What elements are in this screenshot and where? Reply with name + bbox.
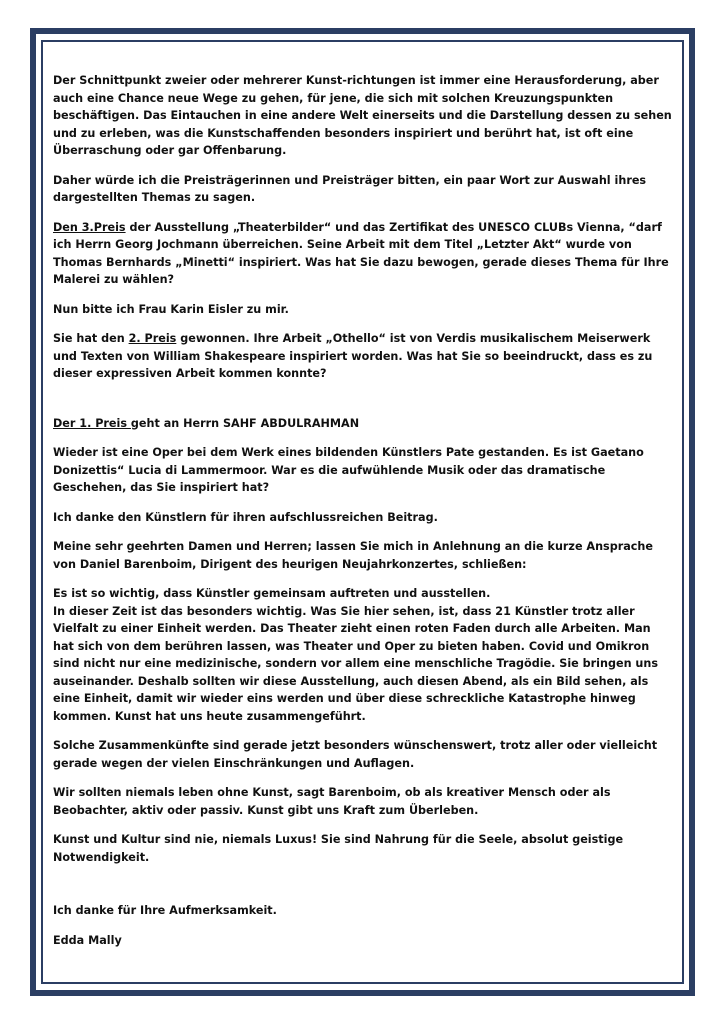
speech-text xyxy=(53,72,673,961)
paragraph-second-prize xyxy=(53,330,673,383)
paragraph-closing-thanks: Ich danke für Ihre Aufmerksamkeit. xyxy=(53,904,277,917)
paragraph-never-without-art: Wir sollten niemals leben ohne Kunst, sagt Barenboim, ob als kreativer Mensch oder als Beobachter, aktiv oder passiv. Kunst gibt uns Kraft zum Überleben. xyxy=(53,786,611,817)
third-prize-label: Den 3.Preis xyxy=(53,220,126,234)
second-prize-lead: Sie hat den xyxy=(53,332,129,345)
first-prize-label: Der 1. Preis xyxy=(53,416,131,430)
paragraph-request: Daher würde ich die Preisträgerinnen und Preisträger bitten, ein paar Wort zur Auswahl ihres dargestellten Themas zu sagen. xyxy=(53,173,647,204)
paragraph-karin-eisler: Nun bitte ich Frau Karin Eisler zu mir. xyxy=(53,302,289,316)
first-prize-text: geht an Herrn SAHF ABDULRAHMAN xyxy=(130,416,360,430)
second-prize-label: 2. Preis xyxy=(128,332,177,345)
paragraph-barenboim-intro: Meine sehr geehrten Damen und Herren; lassen Sie mich in Anlehnung an die kurze Ansprache von Daniel Barenboim, Dirigent des heurigen Neujahrkonzertes, schließen: xyxy=(53,540,653,571)
paragraph-gatherings: Solche Zusammenkünfte sind gerade jetzt besonders wünschenswert, trotz aller oder vielleicht gerade wegen der vielen Einschränkungen und Auflagen. xyxy=(53,739,658,770)
paragraph-first-prize xyxy=(53,415,673,433)
paragraph-opera: Wieder ist eine Oper bei dem Werk eines bildenden Künstlers Pate gestanden. Es ist Gaetano Donizettis“ Lucia di Lammermoor. War es die aufwühlende Musik oder das dramatische Geschehen, das Sie inspiriert hat? xyxy=(53,446,644,494)
spacer xyxy=(53,395,673,415)
paragraph-culture: Kunst und Kultur sind nie, niemals Luxus! Sie sind Nahrung für die Seele, absolut geistige Notwendigkeit. xyxy=(53,833,624,864)
paragraph-third-prize xyxy=(53,219,673,289)
author-name: Edda Mally xyxy=(53,933,122,947)
quote-first-line: Es ist so wichtig, dass Künstler gemeinsam auftreten und ausstellen. xyxy=(53,587,491,600)
third-prize-text: der Ausstellung „Theaterbilder“ und das Zertifikat des UNESCO CLUBs Vienna, “darf ich Herrn Georg Jochmann überreichen. Seine Arbeit mit dem Titel „Letzter Akt“ wurde von Thomas Bernhards „Minetti“ inspiriert. Was hat Sie dazu bewogen, gerade dieses Thema für Ihre Malerei zu wählen? xyxy=(53,220,669,286)
second-prize-text: gewonnen. Ihre Arbeit „Othello“ ist von Verdis musikalischem Meiserwerk und Texten von William Shakespeare inspiriert worden. Was hat Sie so beeindruckt, dass es zu dieser expressiven Arbeit kommen konnte? xyxy=(53,332,653,380)
paragraph-quote xyxy=(53,585,673,725)
quote-text: In dieser Zeit ist das besonders wichtig. Was Sie hier sehen, ist, dass 21 Künstler trotz aller Vielfalt zu einer Einheit werden. Das Theater zieht einen roten Faden durch alle Arbeiten. Man hat sich von dem berühren lassen, was Theater und Oper zu bieten haben. Covid und Omikron sind nicht nur eine medizinische, sondern vor allem eine menschliche Tragödie. Sie bringen uns auseinander. Deshalb sollten wir diese Ausstellung, auch diesen Abend, als ein Bild sehen, als eine Einheit, damit wir wieder eins werden und über diese schreckliche Katastrophe hinweg kommen. Kunst hat uns heute zusammengeführt. xyxy=(53,604,659,723)
spacer xyxy=(53,878,673,902)
paragraph-thanks-artists: Ich danke den Künstlern für ihren aufschlussreichen Beitrag. xyxy=(53,510,438,524)
paragraph-intro: Der Schnittpunkt zweier oder mehrerer Kunst-richtungen ist immer eine Herausforderung, aber auch eine Chance neue Wege zu gehen, für jene, die sich mit solchen Kreuzungspunkten beschäftigen. Das Eintauchen in eine andere Welt einerseits und die Darstellung dessen zu sehen und zu erleben, was die Kunstschaffenden besonders inspiriert und berührt hat, ist oft eine Überraschung oder gar Offenbarung. xyxy=(53,74,672,157)
